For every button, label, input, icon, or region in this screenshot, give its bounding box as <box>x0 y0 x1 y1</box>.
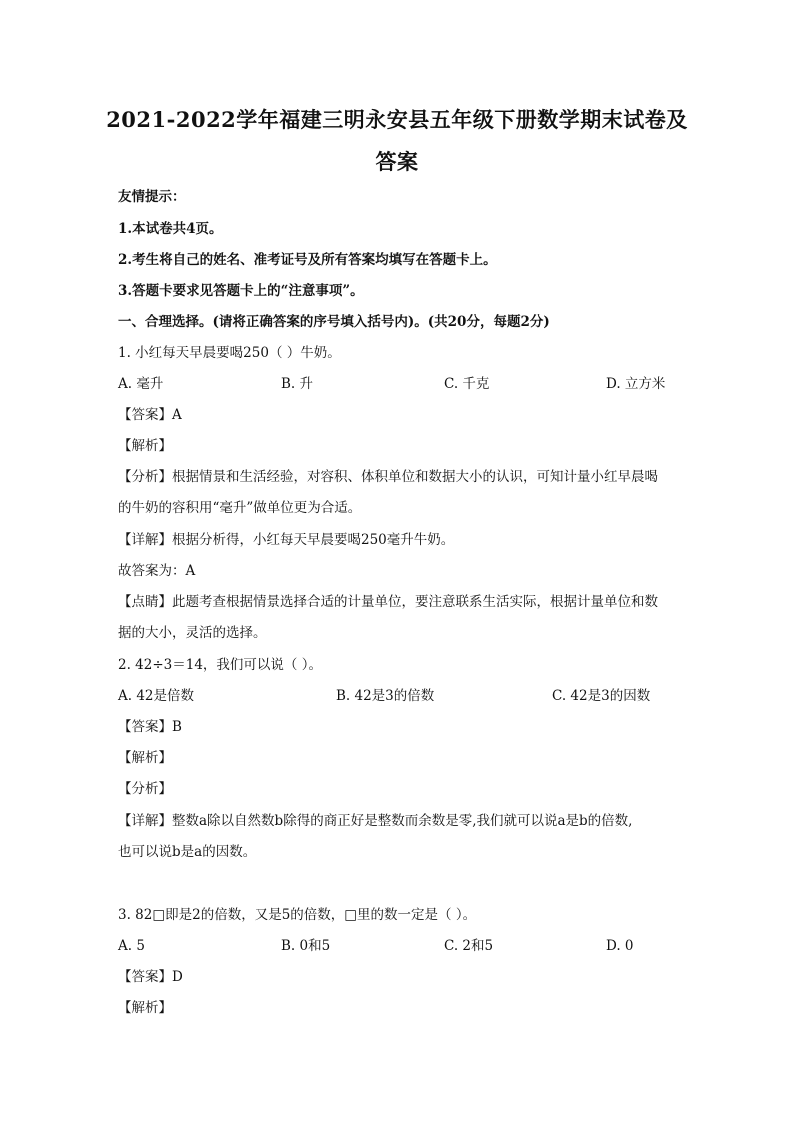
question-2-option-a: A. 42是倍数 <box>118 688 195 704</box>
question-1-comment-cont: 据的大小，灵活的选择。 <box>118 625 267 641</box>
question-2-answer: 【答案】B <box>118 719 182 735</box>
question-1-answer: 【答案】A <box>118 407 182 423</box>
question-1-fenxi-cont: 的牛奶的容积用“毫升”做单位更为合适。 <box>118 500 362 516</box>
question-2-analysis: 【解析】 <box>118 750 172 766</box>
section-heading: 一、合理选择。(请将正确答案的序号填入括号内)。(共20分，每题2分) <box>118 314 550 330</box>
question-1-analysis: 【解析】 <box>118 438 172 454</box>
question-2-option-c: C. 42是3的因数 <box>552 688 651 704</box>
question-1-detail: 【详解】根据分析得，小红每天早晨要喝250毫升牛奶。 <box>118 532 455 548</box>
question-2-stem: 2. 42÷3＝14，我们可以说（ ）。 <box>118 657 322 673</box>
tip-item: 1.本试卷共4页。 <box>118 221 223 237</box>
question-2-option-b: B. 42是3的倍数 <box>336 688 435 704</box>
question-1-conclusion: 故答案为：A <box>118 563 196 579</box>
question-1-option-b: B. 升 <box>281 376 314 392</box>
document-title-line1: 2021-2022学年福建三明永安县五年级下册数学期末试卷及 <box>106 107 688 132</box>
question-1-option-c: C. 千克 <box>444 376 490 392</box>
question-3-stem: 3. 82□即是2的倍数，又是5的倍数，□里的数一定是（ ）。 <box>118 907 477 923</box>
tips-header: 友情提示： <box>118 189 186 205</box>
question-1-fenxi: 【分析】根据情景和生活经验，对容积、体积单位和数据大小的认识，可知计量小红早晨喝 <box>118 469 658 485</box>
question-1-option-a: A. 毫升 <box>118 376 164 392</box>
question-3-option-b: B. 0和5 <box>281 938 331 954</box>
question-3-analysis: 【解析】 <box>118 1000 172 1016</box>
question-3-option-d: D. 0 <box>606 938 634 954</box>
document-title-line2: 答案 <box>375 149 419 174</box>
question-2-fenxi: 【分析】 <box>118 781 172 797</box>
question-1-option-d: D. 立方米 <box>606 376 666 392</box>
question-2-detail-cont: 也可以说b是a的因数。 <box>118 844 257 860</box>
question-1-comment: 【点睛】此题考查根据情景选择合适的计量单位，要注意联系生活实际，根据计量单位和数 <box>118 594 658 610</box>
tip-item: 2.考生将自己的姓名、准考证号及所有答案均填写在答题卡上。 <box>118 252 497 268</box>
question-1-stem: 1. 小红每天早晨要喝250（ ）牛奶。 <box>118 345 341 361</box>
question-3-option-a: A. 5 <box>118 938 145 954</box>
question-3-answer: 【答案】D <box>118 969 183 985</box>
tip-item: 3.答题卡要求见答题卡上的“注意事项”。 <box>118 283 364 299</box>
question-2-detail: 【详解】整数a除以自然数b除得的商正好是整数而余数是零,我们就可以说a是b的倍数, <box>118 813 633 829</box>
question-3-option-c: C. 2和5 <box>444 938 494 954</box>
